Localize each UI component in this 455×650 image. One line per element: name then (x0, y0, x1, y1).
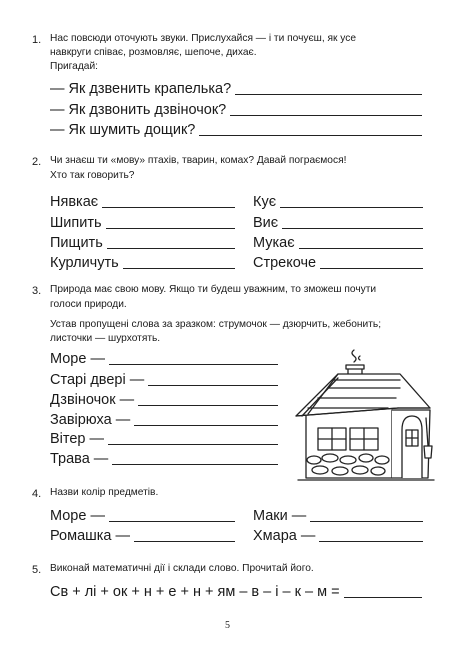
answer-line[interactable] (282, 228, 423, 229)
task-3-item-row (50, 350, 278, 368)
task-2-right-row (253, 254, 423, 272)
answer-line[interactable] (310, 521, 423, 522)
answer-line[interactable] (109, 521, 235, 522)
answer-line[interactable] (199, 135, 422, 136)
task-1-question: — Як дзвенить крапелька? (50, 81, 232, 97)
nature-word: Завірюха — (50, 412, 131, 428)
task-1-question-row (50, 101, 422, 119)
task-1-question: — Як дзвонить дзвіночок? (50, 102, 227, 118)
answer-line[interactable] (230, 115, 422, 116)
task-3-number: 3. (32, 285, 42, 297)
page-number: 5 (225, 620, 230, 631)
object-word: Маки — (253, 508, 307, 524)
answer-line[interactable] (109, 364, 278, 365)
answer-line[interactable] (235, 94, 422, 95)
task-1-question-row (50, 80, 422, 98)
animal-sound-word: Кує (253, 194, 277, 210)
task-4-text: Назви колір предметів. (50, 487, 159, 498)
task-2-text-line-1: Чи знаєш ти «мову» птахів, тварин, комах? Давай пограємося! (50, 155, 347, 166)
answer-line[interactable] (148, 385, 278, 386)
task-2-right-row (253, 193, 423, 211)
answer-line[interactable] (102, 207, 235, 208)
task-1-question-row (50, 121, 422, 139)
task-2-left-row (50, 193, 235, 211)
nature-word: Трава — (50, 451, 109, 467)
nature-word: Дзвіночок — (50, 392, 135, 408)
nature-word: Море — (50, 351, 105, 367)
answer-line[interactable] (280, 207, 423, 208)
answer-line[interactable] (319, 541, 423, 542)
object-word: Ромашка — (50, 528, 131, 544)
task-1-question: — Як шумить дощик? (50, 122, 196, 138)
answer-line[interactable] (299, 248, 423, 249)
animal-sound-word: Стрекоче (253, 255, 317, 271)
object-word: Хмара — (253, 528, 316, 544)
task-2-text-line-2: Хто так говорить? (50, 170, 135, 181)
answer-line[interactable] (123, 268, 235, 269)
answer-line[interactable] (138, 405, 278, 406)
task-3-item-row (50, 450, 278, 468)
animal-sound-word: Виє (253, 215, 279, 231)
answer-line[interactable] (344, 597, 422, 598)
task-3-item-row (50, 391, 278, 409)
task-5-text: Виконай математичні дії і склади слово. Прочитай його. (50, 563, 314, 574)
task-3-item-row (50, 411, 278, 429)
task-4-right-row (253, 527, 423, 545)
answer-line[interactable] (108, 444, 278, 445)
animal-sound-word: Мукає (253, 235, 295, 251)
object-word: Море — (50, 508, 105, 524)
task-4-left-row (50, 527, 235, 545)
answer-line[interactable] (107, 248, 235, 249)
task-5-number: 5. (32, 564, 42, 576)
task-4-left-row (50, 507, 235, 525)
animal-sound-word: Курличуть (50, 255, 119, 271)
answer-line[interactable] (134, 541, 235, 542)
task-1-text-line-3: Пригадай: (50, 61, 98, 72)
task-2-left-row (50, 214, 235, 232)
answer-line[interactable] (106, 228, 235, 229)
task-2-number: 2. (32, 156, 42, 168)
task-3-text-line-2: голоси природи. (50, 299, 127, 310)
animal-sound-word: Пищить (50, 235, 103, 251)
animal-sound-word: Шипить (50, 215, 102, 231)
task-4-number: 4. (32, 488, 42, 500)
task-4-right-row (253, 507, 423, 525)
task-3-instruction-line-1: Устав пропущені слова за зразком: струмочок — дзюрчить, жебонить; (50, 319, 382, 330)
task-1-text-line-2: навкруги співає, розмовляє, шепоче, дихає. (50, 47, 257, 58)
task-2-left-row (50, 234, 235, 252)
math-expression: Св + лі + ок + н + е + н + ям – в – і – к – м = (50, 584, 340, 600)
nature-word: Вітер — (50, 431, 105, 447)
answer-line[interactable] (320, 268, 423, 269)
answer-line[interactable] (112, 464, 278, 465)
animal-sound-word: Нявкає (50, 194, 99, 210)
task-3-text-line-1: Природа має свою мову. Якщо ти будеш уважним, то зможеш почути (50, 284, 377, 295)
task-1-text-line-1: Нас повсюди оточують звуки. Прислухайся — і ти почуєш, як усе (50, 33, 357, 44)
task-1-number: 1. (32, 34, 42, 46)
task-2-right-row (253, 234, 423, 252)
task-5-expression-row (50, 583, 422, 601)
task-2-left-row (50, 254, 235, 272)
house-illustration (288, 346, 438, 486)
nature-word: Старі двері — (50, 372, 145, 388)
task-3-instruction-line-2: листочки — шурхотять. (50, 333, 161, 344)
task-2-right-row (253, 214, 423, 232)
task-3-item-row (50, 371, 278, 389)
answer-line[interactable] (134, 425, 278, 426)
task-3-item-row (50, 430, 278, 448)
